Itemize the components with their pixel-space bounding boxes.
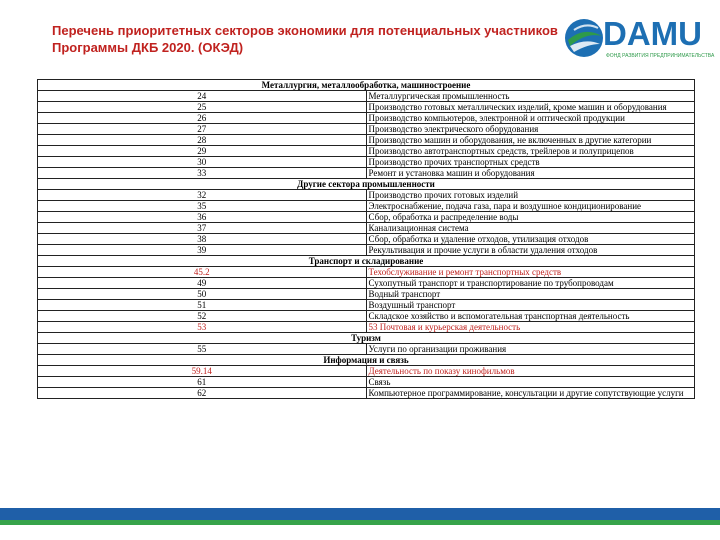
okved-code: 28 (38, 135, 367, 146)
okved-code: 37 (38, 223, 367, 234)
sector-name: Деятельность по показу кинофильмов (366, 366, 695, 377)
logo-subtext: ФОНД РАЗВИТИЯ ПРЕДПРИНИМАТЕЛЬСТВА (606, 53, 715, 59)
table-row (38, 344, 695, 355)
table-row (38, 267, 695, 278)
sector-name: Производство готовых металлических изделий, кроме машин и оборудования (366, 102, 695, 113)
sector-name: Производство машин и оборудования, не включенных в другие категории (366, 135, 695, 146)
damu-logo (562, 14, 715, 64)
table-row (38, 168, 695, 179)
table-row (38, 190, 695, 201)
sector-name: Сбор, обработка и распределение воды (366, 212, 695, 223)
sector-name: Техобслуживание и ремонт транспортных средств (366, 267, 695, 278)
table-row (38, 124, 695, 135)
okved-code: 55 (38, 344, 367, 355)
table-row (38, 234, 695, 245)
okved-code: 32 (38, 190, 367, 201)
okved-code: 36 (38, 212, 367, 223)
table-row (38, 377, 695, 388)
section-header-label: Металлургия, металлообработка, машиностроение (38, 80, 695, 91)
sector-name: Канализационная система (366, 223, 695, 234)
sector-name: Связь (366, 377, 695, 388)
table-row (38, 289, 695, 300)
table-row (38, 102, 695, 113)
sector-name: Электроснабжение, подача газа, пара и воздушное кондиционирование (366, 201, 695, 212)
okved-code: 30 (38, 157, 367, 168)
okved-code: 24 (38, 91, 367, 102)
table-row (38, 201, 695, 212)
table-row (38, 113, 695, 124)
section-header-label: Информация и связь (38, 355, 695, 366)
section-header-row (38, 179, 695, 190)
sector-name: Производство компьютеров, электронной и оптической продукции (366, 113, 695, 124)
okved-code: 29 (38, 146, 367, 157)
sector-name: Металлургическая промышленность (366, 91, 695, 102)
section-header-row (38, 355, 695, 366)
table-row (38, 278, 695, 289)
sector-name: Производство электрического оборудования (366, 124, 695, 135)
sector-name: Рекультивация и прочие услуги в области удаления отходов (366, 245, 695, 256)
sectors-table-body (38, 80, 695, 399)
table-row (38, 245, 695, 256)
okved-code: 45.2 (38, 267, 367, 278)
okved-code: 33 (38, 168, 367, 179)
sector-name: Производство прочих готовых изделий (366, 190, 695, 201)
okved-code: 39 (38, 245, 367, 256)
sector-name: Сбор, обработка и удаление отходов, утилизация отходов (366, 234, 695, 245)
table-row (38, 366, 695, 377)
table-row (38, 311, 695, 322)
okved-code: 53 (38, 322, 367, 333)
table-row (38, 300, 695, 311)
table-row (38, 322, 695, 333)
sector-name: Компьютерное программирование, консультации и другие сопутствующие услуги (366, 388, 695, 399)
okved-code: 25 (38, 102, 367, 113)
title-line-2: Программы ДКБ 2020. (ОКЭД) (52, 40, 244, 55)
sector-name: Водный транспорт (366, 289, 695, 300)
table-row (38, 223, 695, 234)
section-header-label: Туризм (38, 333, 695, 344)
damu-logo-icon (562, 16, 606, 60)
okved-code: 26 (38, 113, 367, 124)
table-row (38, 388, 695, 399)
sector-name: 53 Почтовая и курьерская деятельность (366, 322, 695, 333)
table-row (38, 157, 695, 168)
sectors-table (37, 79, 695, 399)
okved-code: 51 (38, 300, 367, 311)
table-row (38, 146, 695, 157)
sector-name: Складское хозяйство и вспомогательная транспортная деятельность (366, 311, 695, 322)
section-header-label: Другие сектора промышленности (38, 179, 695, 190)
section-header-row (38, 333, 695, 344)
table-row (38, 91, 695, 102)
section-header-row (38, 256, 695, 267)
table-row (38, 135, 695, 146)
sector-name: Воздушный транспорт (366, 300, 695, 311)
section-header-row (38, 80, 695, 91)
sector-name: Услуги по организации проживания (366, 344, 695, 355)
sector-name: Производство автотранспортных средств, трейлеров и полуприцепов (366, 146, 695, 157)
okved-code: 62 (38, 388, 367, 399)
okved-code: 50 (38, 289, 367, 300)
sector-name: Ремонт и установка машин и оборудования (366, 168, 695, 179)
sector-name: Производство прочих транспортных средств (366, 157, 695, 168)
table-row (38, 212, 695, 223)
okved-code: 38 (38, 234, 367, 245)
logo-text: DAMU (603, 15, 702, 52)
okved-code: 59.14 (38, 366, 367, 377)
sector-name: Сухопутный транспорт и транспортирование по трубопроводам (366, 278, 695, 289)
okved-code: 35 (38, 201, 367, 212)
okved-code: 27 (38, 124, 367, 135)
footer-bar-green (0, 520, 720, 525)
section-header-label: Транспорт и складирование (38, 256, 695, 267)
okved-code: 61 (38, 377, 367, 388)
okved-code: 49 (38, 278, 367, 289)
page-title (52, 22, 612, 56)
okved-code: 52 (38, 311, 367, 322)
title-line-1: Перечень приоритетных секторов экономики для потенциальных участников (52, 23, 558, 38)
